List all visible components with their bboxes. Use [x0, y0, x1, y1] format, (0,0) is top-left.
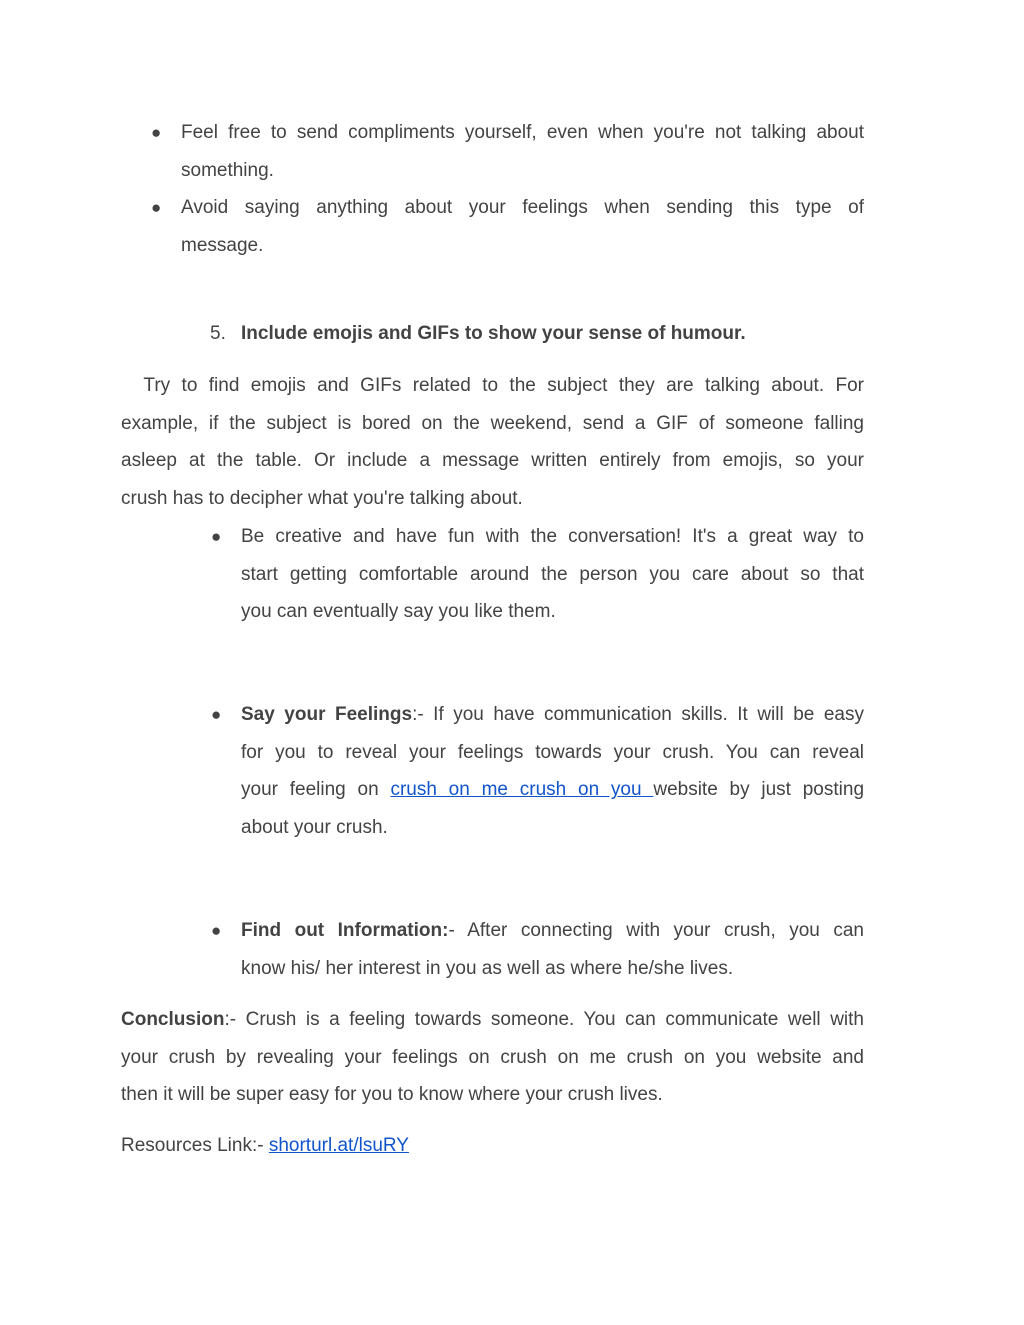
- bullet-dot-icon: ●: [151, 123, 162, 142]
- bullet-dot-icon: ●: [211, 705, 222, 724]
- resources-label: Resources Link:-: [121, 1135, 269, 1156]
- bullet-line: Avoid saying anything about your feelings when sending this type of: [181, 197, 864, 218]
- paragraph-line: [121, 1001, 864, 1039]
- bullet-dot-icon: ●: [211, 921, 222, 940]
- crush-website-link[interactable]: crush on me crush on you: [390, 779, 654, 801]
- bullet-line: start getting comfortable around the person you care about so that: [241, 563, 864, 585]
- paragraph-line: then it will be super easy for you to know where your crush lives.: [121, 1084, 663, 1106]
- paragraph-line: asleep at the table. Or include a message written entirely from emojis, so your: [121, 450, 864, 472]
- section-number: 5.: [210, 323, 226, 344]
- bullet-line: [241, 771, 864, 809]
- conclusion-paragraph: [121, 1001, 864, 1114]
- bullet-label: Find out Information:: [241, 920, 449, 941]
- bullet-line-rest: :- If you have communication skills. It will be easy: [412, 704, 864, 725]
- bullet-text: [181, 189, 864, 264]
- paragraph-line: your crush by revealing your feelings on crush on me crush on you website and: [121, 1046, 864, 1068]
- bullet-line-pre: your feeling on: [241, 779, 391, 801]
- bullet-line: for you to reveal your feelings towards your crush. You can reveal: [241, 741, 864, 763]
- bullet-item-say-feelings: [211, 696, 864, 848]
- bullet-line-rest: - After connecting with your crush, you can: [448, 920, 864, 941]
- bullet-line: [241, 696, 864, 734]
- bullet-item-creative: [211, 518, 864, 632]
- bullet-line: Feel free to send compliments yourself, even when you're not talking about: [181, 122, 864, 143]
- bullet-line: something.: [181, 159, 274, 181]
- bullet-text: [181, 114, 864, 189]
- bullet-line: [241, 912, 864, 950]
- bullet-line: message.: [181, 234, 264, 256]
- conclusion-label: Conclusion: [121, 1009, 225, 1030]
- bullet-text: [241, 696, 864, 847]
- paragraph-line: crush has to decipher what you're talking about.: [121, 488, 523, 510]
- paragraph-emojis: [121, 367, 864, 518]
- bullet-dot-icon: ●: [211, 527, 222, 546]
- bullet-dot-icon: ●: [151, 198, 162, 217]
- paragraph-line: Try to find emojis and GIFs related to the subject they are talking about. For: [121, 375, 864, 396]
- bullet-line: about your crush.: [241, 817, 388, 839]
- bullet-item-compliments: [151, 114, 864, 190]
- conclusion-line-rest: :- Crush is a feeling towards someone. You can communicate well with: [224, 1009, 864, 1030]
- bullet-line: Be creative and have fun with the conversation! It's a great way to: [241, 526, 864, 547]
- bullet-item-find-info: [211, 912, 864, 988]
- bullet-line: you can eventually say you like them.: [241, 601, 556, 623]
- bullet-line-post: website by just posting: [653, 779, 865, 801]
- paragraph-line: example, if the subject is bored on the weekend, send a GIF of someone falling: [121, 412, 864, 434]
- resources-link[interactable]: shorturl.at/lsuRY: [268, 1135, 409, 1156]
- bullet-text: [241, 518, 864, 631]
- section-heading: Include emojis and GIFs to show your sense of humour.: [241, 323, 746, 344]
- bullet-text: [241, 912, 864, 987]
- bullet-line: know his/ her interest in you as well as where he/she lives.: [241, 957, 734, 979]
- resources-line: [121, 1127, 864, 1165]
- bullet-item-avoid-feelings: [151, 189, 864, 265]
- bullet-label: Say your Feelings: [241, 704, 413, 725]
